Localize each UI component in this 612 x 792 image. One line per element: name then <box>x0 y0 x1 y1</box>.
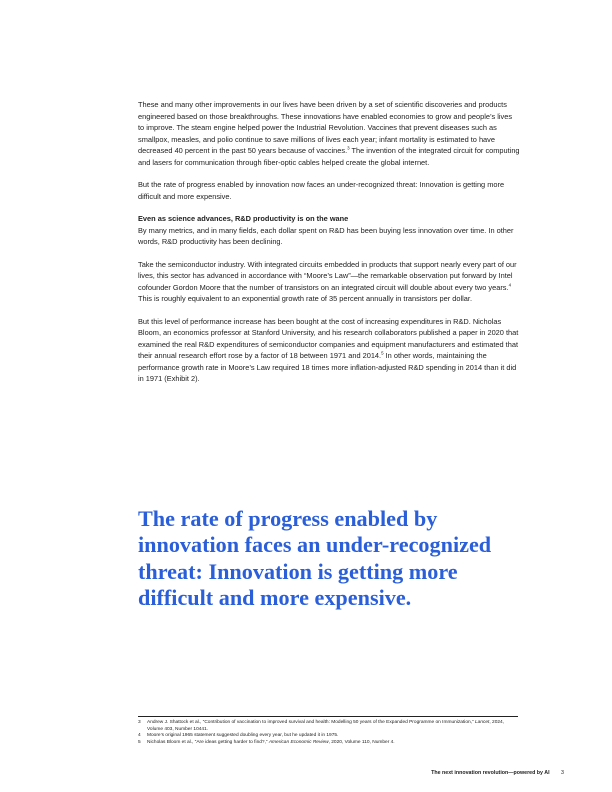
section-heading: Even as science advances, R&D productivity is on the wane <box>138 214 349 223</box>
footnote-3 <box>138 720 518 733</box>
footnote-4 <box>138 733 518 740</box>
footnote-text: Andrew J. Shattock et al., “Contribution of vaccination to improved survival and health: Modelling 50 years of the Expanded Programme on Immunization,” Lancet, 2024, Volume 403, Number 10441. <box>147 720 505 732</box>
footnote-ref-3[interactable]: 3 <box>347 145 350 151</box>
page-number: 3 <box>561 770 564 776</box>
paragraph-2: But the rate of progress enabled by innovation now faces an under-recognized threat: Innovation is getting more difficult and more expensive. <box>138 180 505 201</box>
footnote-5 <box>138 740 518 747</box>
pull-quote: The rate of progress enabled by innovation faces an under-recognized threat: Innovation is getting more difficult and more expensive. <box>138 506 492 610</box>
footnote-ref-4[interactable]: 4 <box>508 282 512 288</box>
paragraph-4: Take the semiconductor industry. With integrated circuits embedded in products that support nearly every part of our lives, this sector has advanced in accordance with “Moore’s Law”—the remarkable observation put forward by Intel cofounder Gordon Moore that the number of transistors on an integrated circuit will double about every two years.$^4$ This is roughly equivalent to an exponential growth rate of 35 percent annually in transistors per dollar. <box>138 259 517 303</box>
report-title: The next innovation revolution—powered by AI <box>431 770 550 776</box>
paragraph-1: These and many other improvements in our lives have been driven by a set of scientific discoveries and products engineered based on those breakthroughs. These innovations have enabled economies to grow and people’s lives to improve. The steam engine helped power the Industrial Revolution. Vaccines that prevent diseases such as smallpox, measles, and polio continue to save millions of lives each year; infant mortality is estimated to have decreased 40 percent in the past 50 years because of vaccines.$^3$ The invention of the integrated circuit for computing and lasers for communication through fiber-optic cables helped create the global internet. <box>138 100 520 167</box>
footnote-number: 3 <box>138 720 141 725</box>
page-footer <box>431 770 564 776</box>
paragraph-5: But this level of performance increase has been bought at the cost of increasing expenditures in R&D. Nicholas Bloom, an economics professor at Stanford University, and his research collaborators published a paper in 2020 that examined the real R&D expenditures of semiconductor companies and equipment manufacturers and estimated that their annual research effort rose by a factor of 18 between 1971 and 2014.$^5$ In other words, maintaining the performance growth rate in Moore’s Law required 18 times more inflation-adjusted R&D spending in 2014 than it did in 1971 (Exhibit 2). <box>138 316 519 383</box>
footnotes <box>138 716 518 746</box>
footnote-text: Nicholas Bloom et al., “Are ideas getting harder to find?,” American Economic Review, 2020, Volume 110, Number 4. <box>147 739 395 745</box>
paragraph-3: By many metrics, and in many fields, each dollar spent on R&D has been buying less innovation over time. In other words, R&D productivity has been declining. <box>138 225 514 246</box>
body-text <box>138 99 520 396</box>
footnote-ref-5[interactable]: 5 <box>381 350 384 356</box>
footnote-text: Moore’s original 1965 statement suggested doubling every year, but he updated it in 1975. <box>147 733 339 739</box>
footnote-number: 4 <box>138 733 141 739</box>
footnote-number: 5 <box>138 739 141 745</box>
